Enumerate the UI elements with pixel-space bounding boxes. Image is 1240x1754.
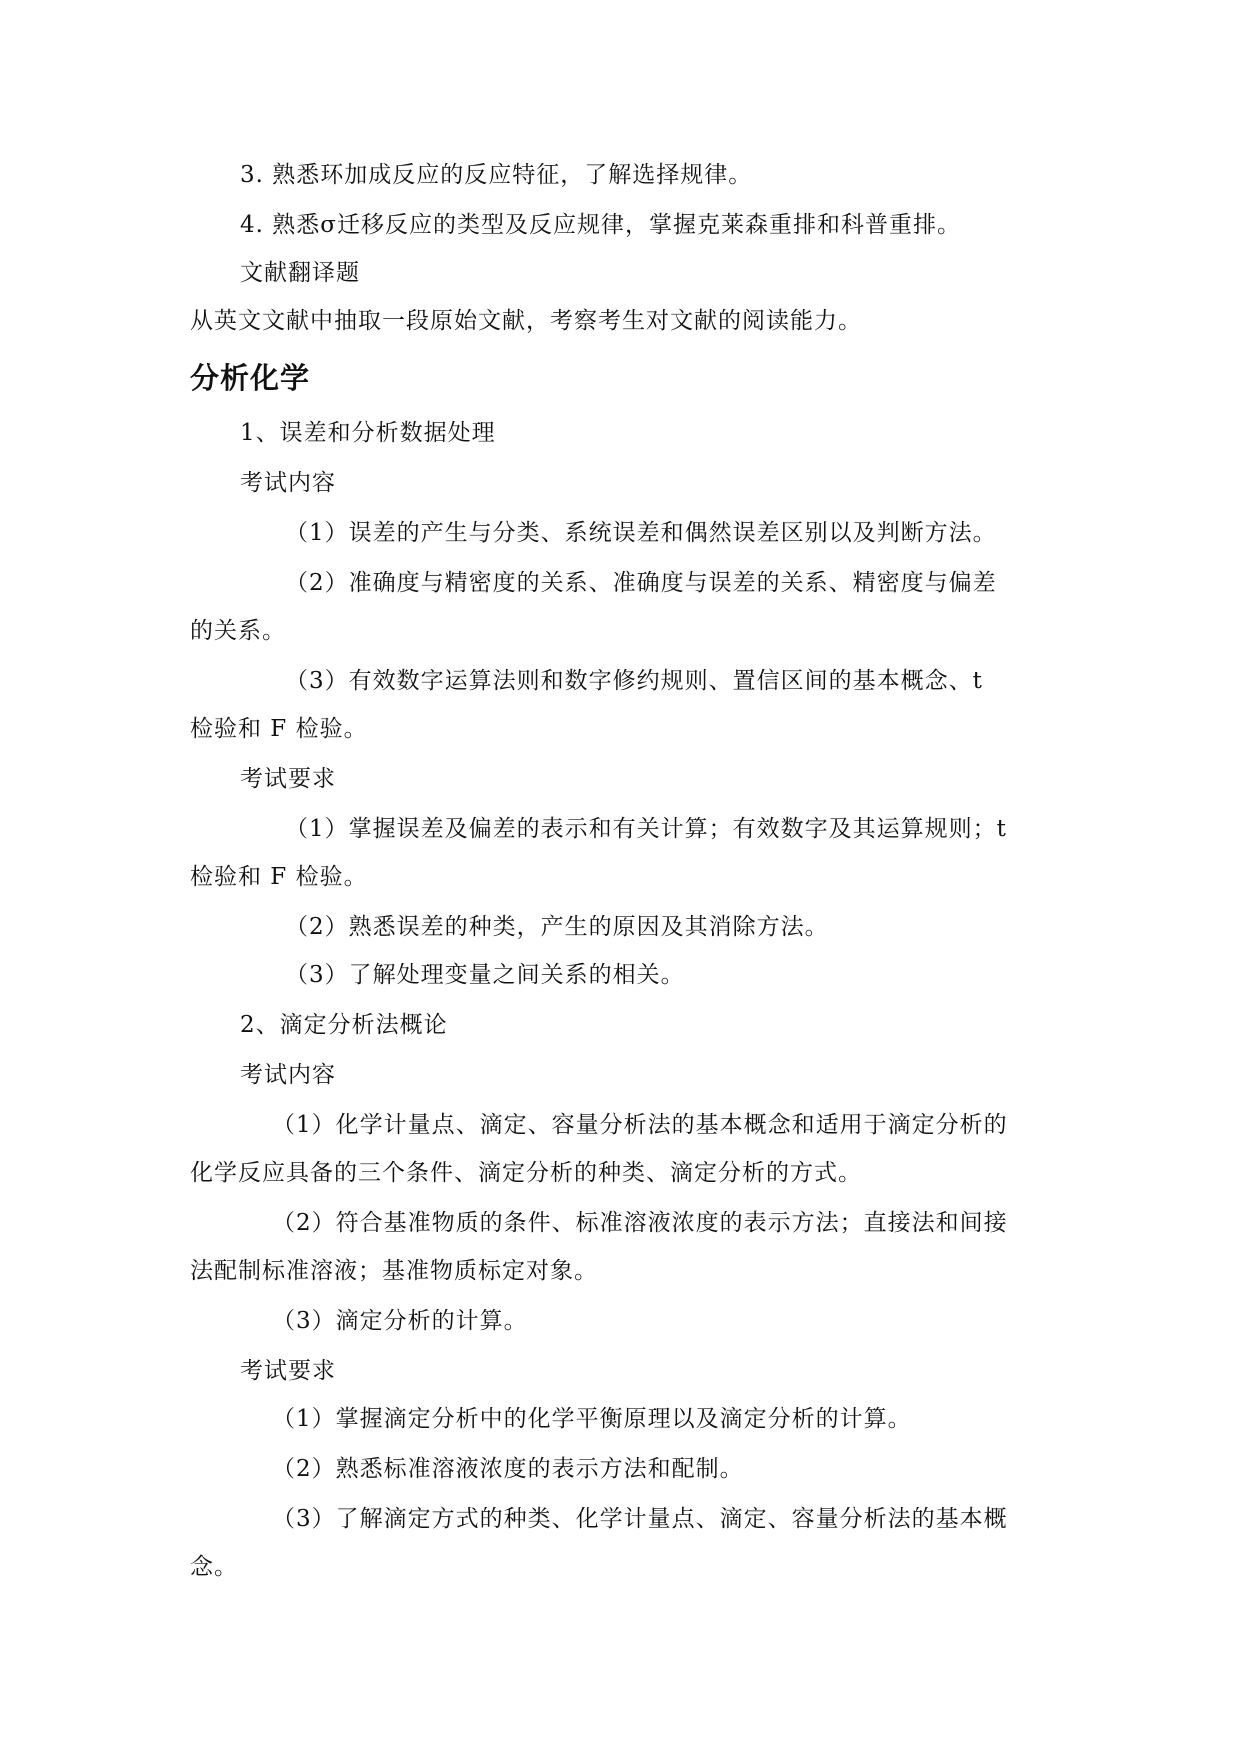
part2-content-2: （2）符合基准物质的条件、标准溶液浓度的表示方法；直接法和间接 (272, 1210, 1008, 1236)
part2-content-1-cont: 化学反应具备的三个条件、滴定分析的种类、滴定分析的方式。 (190, 1160, 862, 1186)
part2-content-1: （1）化学计量点、滴定、容量分析法的基本概念和适用于滴定分析的 (272, 1112, 1008, 1138)
item-4: 4. 熟悉σ迁移反应的类型及反应规律，掌握克莱森重排和科普重排。 (240, 212, 961, 238)
part2-content-2-cont: 法配制标准溶液；基准物质标定对象。 (190, 1258, 598, 1284)
part1-content-1: （1）误差的产生与分类、系统误差和偶然误差区别以及判断方法。 (285, 520, 997, 546)
part1-content-2-cont: 的关系。 (190, 618, 286, 644)
part1-content-3: （3）有效数字运算法则和数字修约规则、置信区间的基本概念、t (285, 668, 983, 694)
part2-title: 2、滴定分析法概论 (240, 1012, 448, 1038)
part1-req-2: （2）熟悉误差的种类，产生的原因及其消除方法。 (285, 914, 829, 940)
item-3: 3. 熟悉环加成反应的反应特征，了解选择规律。 (240, 162, 753, 188)
part2-req-2: （2）熟悉标准溶液浓度的表示方法和配制。 (272, 1456, 744, 1482)
part2-req-1: （1）掌握滴定分析中的化学平衡原理以及滴定分析的计算。 (272, 1406, 912, 1432)
part2-req-3: （3）了解滴定方式的种类、化学计量点、滴定、容量分析法的基本概 (272, 1506, 1008, 1532)
part1-req-1-cont: 检验和 F 检验。 (190, 864, 368, 890)
part1-title: 1、误差和分析数据处理 (240, 420, 496, 446)
part1-content-3-cont: 检验和 F 检验。 (190, 716, 368, 742)
translation-title: 文献翻译题 (240, 260, 360, 286)
part1-content-label: 考试内容 (240, 470, 336, 496)
part1-req-label: 考试要求 (240, 766, 336, 792)
part2-content-label: 考试内容 (240, 1062, 336, 1088)
part2-req-label: 考试要求 (240, 1358, 336, 1384)
translation-desc: 从英文文献中抽取一段原始文献，考察考生对文献的阅读能力。 (190, 308, 862, 334)
section-heading: 分析化学 (190, 361, 311, 395)
part2-content-3: （3）滴定分析的计算。 (272, 1308, 528, 1334)
part1-req-3: （3）了解处理变量之间关系的相关。 (285, 962, 685, 988)
part1-content-2: （2）准确度与精密度的关系、准确度与误差的关系、精密度与偏差 (285, 570, 997, 596)
part1-req-1: （1）掌握误差及偏差的表示和有关计算；有效数字及其运算规则；t (285, 816, 1007, 842)
part2-req-3-cont: 念。 (190, 1554, 238, 1580)
